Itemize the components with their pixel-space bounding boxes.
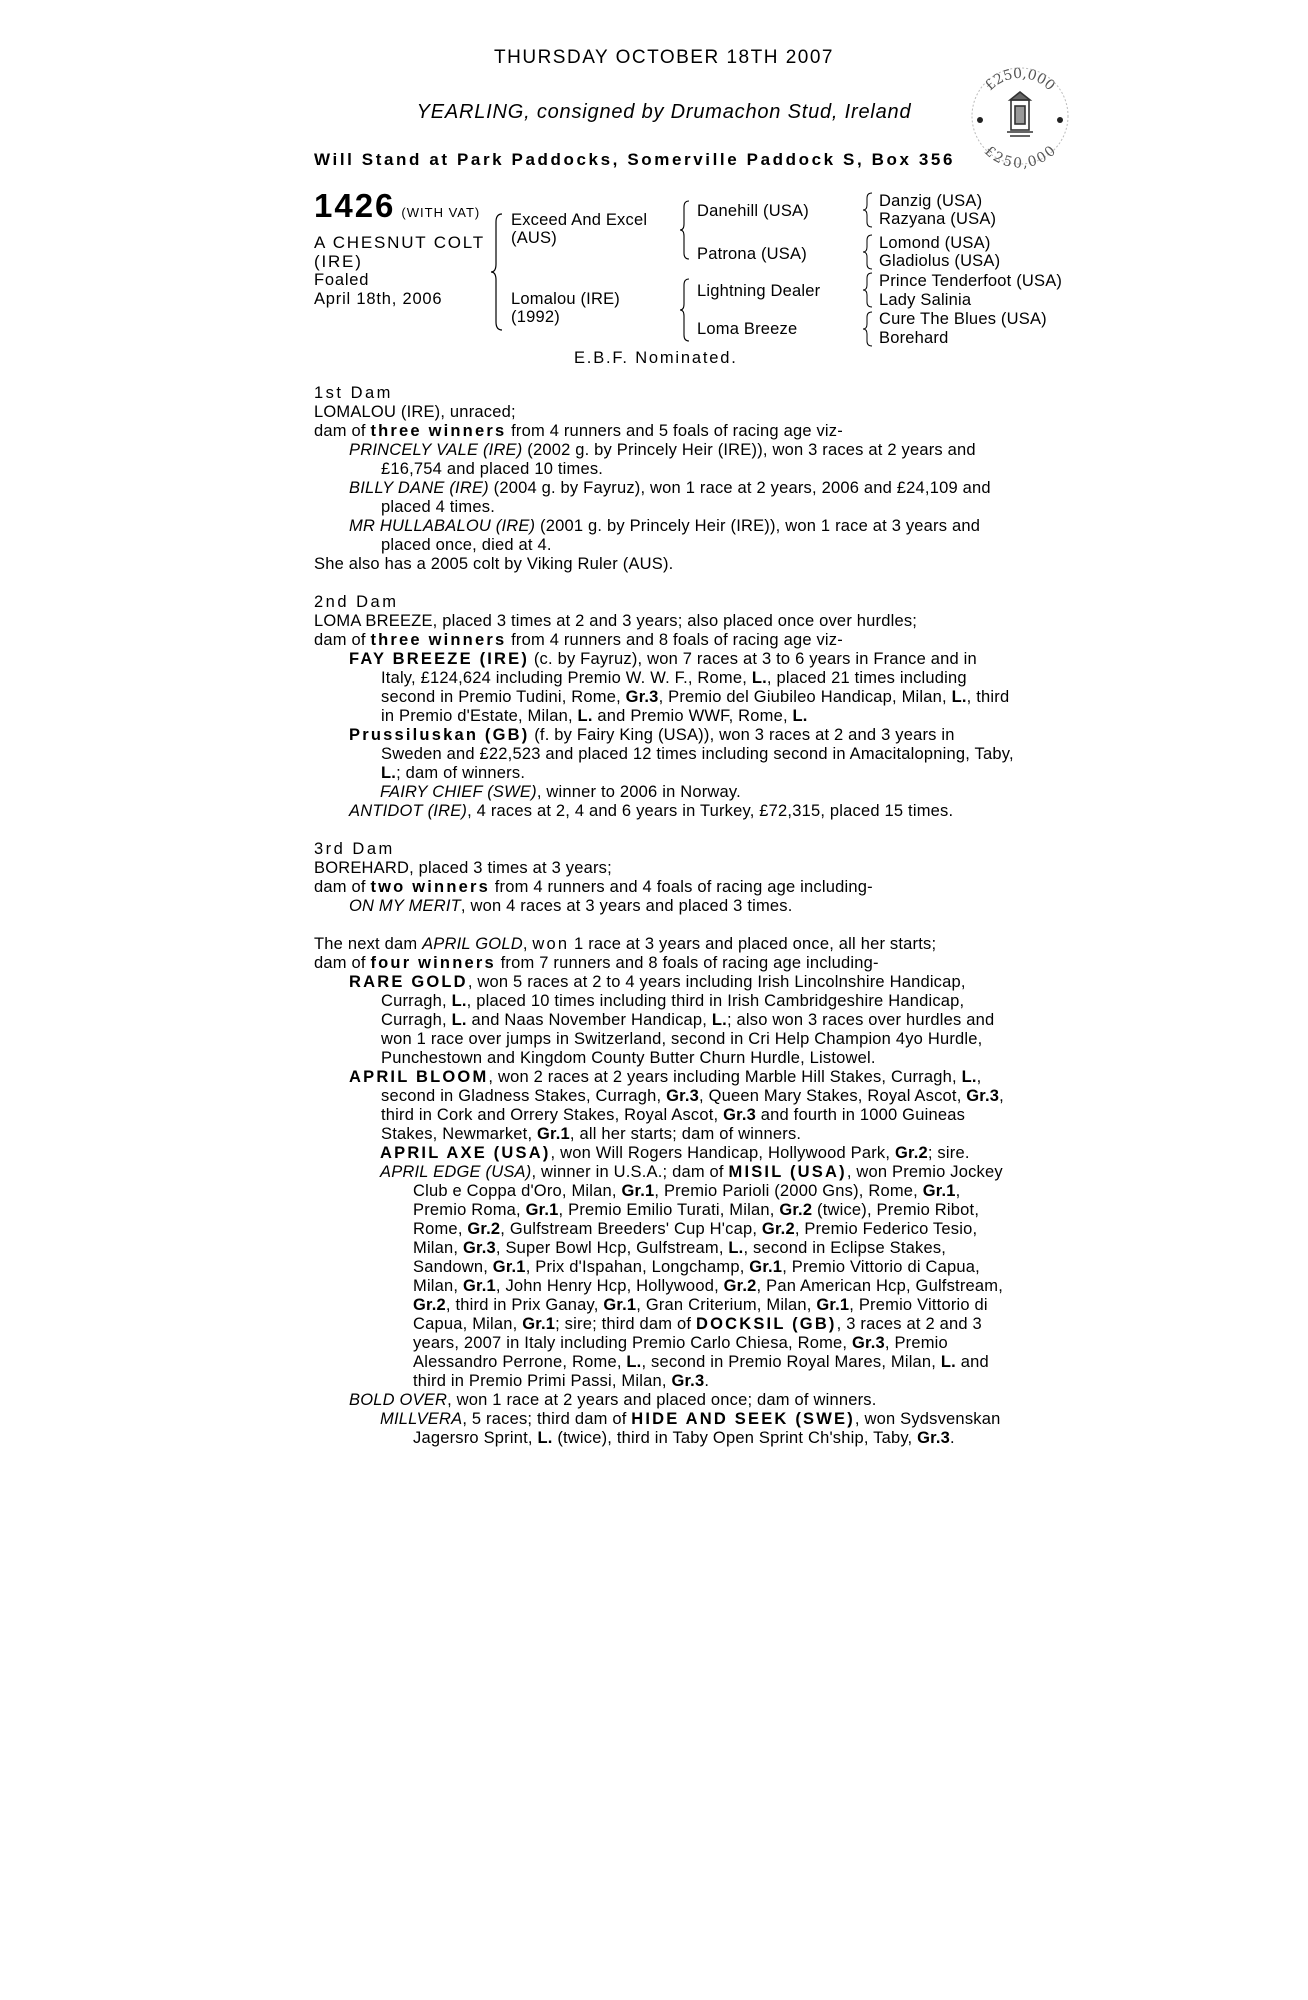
pedigree-brace-dam — [679, 278, 691, 342]
dam-name: Lomalou (IRE) — [511, 290, 620, 308]
sire-sire-sire: Danzig (USA) — [879, 192, 983, 210]
price-stamp — [966, 62, 1074, 170]
second-dam-heading: 2nd Dam — [314, 593, 399, 611]
sire-dam-sire: Lomond (USA) — [879, 234, 991, 252]
dam-sire-dam: Lady Salinia — [879, 291, 972, 309]
first-dam-note: She also has a 2005 colt by Viking Ruler (AUS). — [314, 555, 674, 573]
second-dam-subentry: FAIRY CHIEF (SWE), winner to 2006 in Norway. — [380, 783, 741, 801]
second-dam-winners: dam of three winners from 4 runners and 8 foals of racing age viz- — [314, 631, 843, 649]
sire-sire: Danehill (USA) — [697, 202, 809, 220]
lot-number: 1426 — [314, 187, 396, 224]
third-dam-winners: dam of two winners from 4 runners and 4 foals of racing age including- — [314, 878, 873, 896]
first-dam-heading: 1st Dam — [314, 384, 393, 402]
first-dam-winners: dam of three winners from 4 runners and 5 foals of racing age viz- — [314, 422, 843, 440]
pedigree-brace-main — [490, 212, 504, 332]
sire-dam-dam: Gladiolus (USA) — [879, 252, 1001, 270]
next-dam-subentry: APRIL AXE (USA), won Will Rogers Handicap, Hollywood Park, Gr.2; sire. — [380, 1144, 970, 1162]
third-dam-heading: 3rd Dam — [314, 840, 395, 858]
second-dam-entry: ANTIDOT (IRE), 4 races at 2, 4 and 6 years in Turkey, £72,315, placed 15 times. — [349, 802, 954, 820]
sale-date: THURSDAY OCTOBER 18TH 2007 — [494, 47, 834, 68]
dam-dam-dam: Borehard — [879, 329, 949, 347]
pedigree-brace-sd — [862, 234, 874, 270]
next-dam-entry: BOLD OVER, won 1 race at 2 years and placed once; dam of winners. — [349, 1391, 877, 1409]
foaled-info — [314, 271, 442, 309]
produce-record — [314, 384, 1014, 1448]
first-dam-entry: BILLY DANE (IRE) (2004 g. by Fayruz), won 1 race at 2 years, 2006 and £24,109 and placed 4 times. — [349, 479, 991, 516]
dam-dam: Loma Breeze — [697, 320, 798, 338]
stand-location: Will Stand at Park Paddocks, Somerville Paddock S, Box 356 — [314, 150, 955, 169]
pedigree-brace-ss — [862, 192, 874, 228]
sire-name: Exceed And Excel — [511, 211, 648, 229]
stamp-text-top: £250,000 — [982, 65, 1058, 95]
stamp-text-bottom: £250,000 — [981, 143, 1059, 170]
first-dam-entry: MR HULLABALOU (IRE) (2001 g. by Princely Heir (IRE)), won 1 race at 3 years and placed once, died at 4. — [349, 517, 981, 554]
third-dam-line: BOREHARD, placed 3 times at 3 years; — [314, 859, 612, 877]
next-dam-subentry: APRIL EDGE (USA), winner in U.S.A.; dam of MISIL (USA), won Premio Jockey Club e Coppa d'Oro, Milan, Gr.1, Premio Parioli (2000 Gns), Rome, Gr.1, Premio Roma, Gr.1, Premio Emilio Turati, Milan, Gr.2 (twice), Premio Ribot, Rome, Gr.2, Gulfstream Breeders' Cup H'cap, Gr.2, Premio Federico Tesio, Milan, Gr.3, Super Bowl Hcp, Gulfstream, L., second in Eclipse Stakes, Sandown, Gr.1, Prix d'Ispahan, Longchamp, Gr.1, Premio Vittorio di Capua, Milan, Gr.1, John Henry Hcp, Hollywood, Gr.2, Pan American Hcp, Gulfstream, Gr.2, third in Prix Ganay, Gr.1, Gran Criterium, Milan, Gr.1, Premio Vittorio di Capua, Milan, Gr.1; sire; third dam of DOCKSIL (GB), 3 races at 2 and 3 years, 2007 in Italy including Premio Carlo Chiesa, Rome, Gr.3, Premio Alessandro Perrone, Rome, L., second in Premio Royal Mares, Milan, L. and third in Premio Primi Passi, Milan, Gr.3. — [380, 1163, 1004, 1390]
next-dam-entry: APRIL BLOOM, won 2 races at 2 years including Marble Hill Stakes, Curragh, L., second in Gladness Stakes, Curragh, Gr.3, Queen Mary Stakes, Royal Ascot, Gr.3, third in Cork and Orrery Stakes, Royal Ascot, Gr.3 and fourth in 1000 Guineas Stakes, Newmarket, Gr.1, all her starts; dam of winners. — [349, 1068, 1004, 1143]
pedigree-brace-ds — [862, 272, 874, 308]
next-dam-line: The next dam APRIL GOLD, won 1 race at 3 years and placed once, all her starts; — [314, 935, 937, 953]
ebf-nominated: E.B.F. Nominated. — [574, 349, 738, 367]
third-dam-entry: ON MY MERIT, won 4 races at 3 years and placed 3 times. — [349, 897, 793, 915]
lot-description — [314, 233, 489, 271]
next-dam-subentry: MILLVERA, 5 races; third dam of HIDE AND SEEK (SWE), won Sydsvenskan Jagersro Sprint, L. (twice), third in Taby Open Sprint Ch'ship, Taby, Gr.3. — [380, 1410, 1001, 1447]
vat-note: (WITH VAT) — [401, 205, 481, 220]
second-dam-entry: FAY BREEZE (IRE) (c. by Fayruz), won 7 races at 3 to 6 years in France and in Italy, £124,624 including Premio W. W. F., Rome, L., placed 21 times including second in Premio Tudini, Rome, Gr.3, Premio del Giubileo Handicap, Milan, L., third in Premio d'Estate, Milan, L. and Premio WWF, Rome, L. — [349, 650, 1010, 725]
colt-country: (IRE) — [314, 252, 363, 271]
pedigree-brace-sire — [679, 200, 691, 260]
colt-line: A CHESNUT COLT — [314, 233, 485, 252]
dam-sire: Lightning Dealer — [697, 282, 821, 300]
first-dam-line: LOMALOU (IRE), unraced; — [314, 403, 516, 421]
second-dam-entry: Prussiluskan (GB) (f. by Fairy King (USA)), won 3 races at 2 and 3 years in Sweden and £22,523 and placed 12 times including second in Amacitalopning, Taby, L.; dam of winners. — [349, 726, 1014, 782]
sire-dam: Patrona (USA) — [697, 245, 807, 263]
pedigree-brace-dd — [862, 311, 874, 347]
next-dam-winners: dam of four winners from 7 runners and 8 foals of racing age including- — [314, 954, 879, 972]
lantern-icon — [1007, 92, 1033, 136]
foaled-date: April 18th, 2006 — [314, 290, 443, 308]
sire-country: (AUS) — [511, 229, 557, 247]
first-dam-entry: PRINCELY VALE (IRE) (2002 g. by Princely Heir (IRE)), won 3 races at 2 years and £16,754 and placed 10 times. — [349, 441, 976, 478]
second-dam-line: LOMA BREEZE, placed 3 times at 2 and 3 years; also placed once over hurdles; — [314, 612, 918, 630]
foaled-label: Foaled — [314, 271, 370, 289]
dam-dam-sire: Cure The Blues (USA) — [879, 310, 1047, 328]
dam-sire-sire: Prince Tenderfoot (USA) — [879, 272, 1063, 290]
lot-heading — [314, 187, 481, 224]
consignment-line: YEARLING, consigned by Drumachon Stud, Ireland — [416, 101, 912, 123]
sire-sire-dam: Razyana (USA) — [879, 210, 997, 228]
next-dam-entry: RARE GOLD, won 5 races at 2 to 4 years including Irish Lincolnshire Handicap, Curragh, L., placed 10 times including third in Irish Cambridgeshire Handicap, Curragh, L. and Naas November Handicap, L.; also won 3 races over hurdles and won 1 race over jumps in Switzerland, second in Cri Help Champion 4yo Hurdle, Punchestown and Kingdom County Butter Churn Hurdle, Listowel. — [349, 973, 995, 1067]
dam-year: (1992) — [511, 308, 560, 326]
